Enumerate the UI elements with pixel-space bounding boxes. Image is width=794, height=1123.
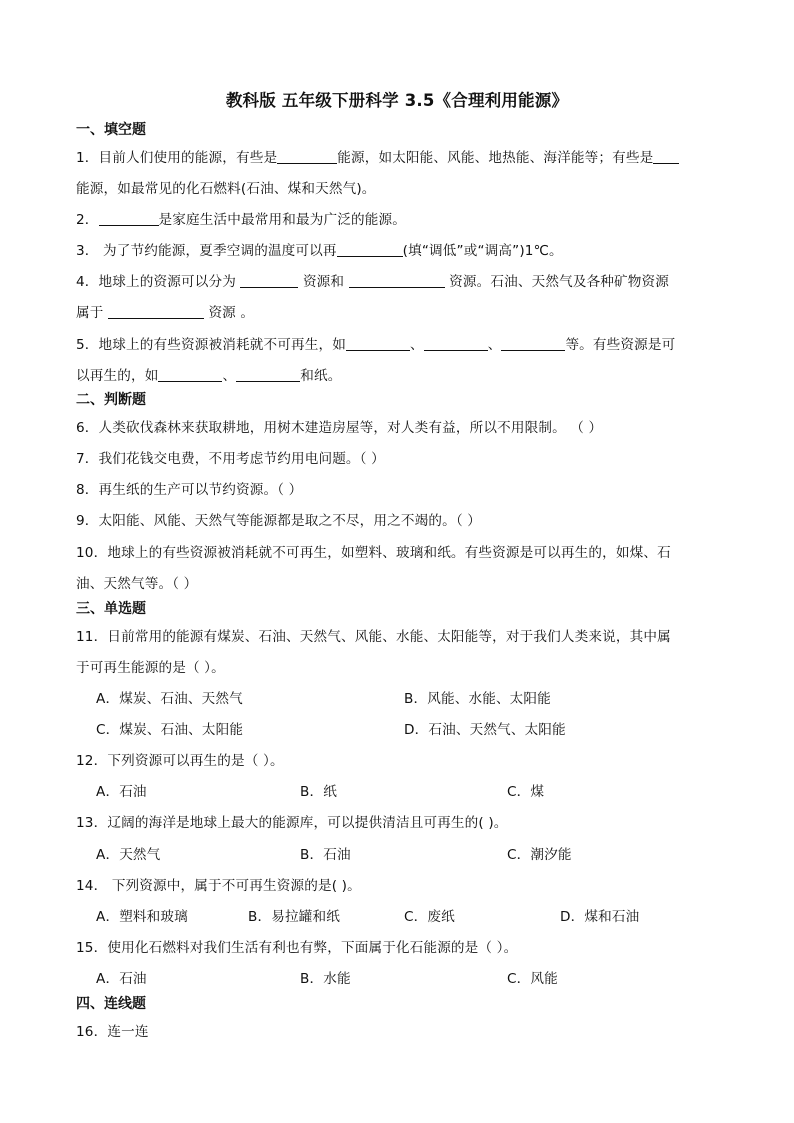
- section-fill-blank-heading: 一、填空题: [76, 122, 146, 138]
- question-14-option-b[interactable]: B．易拉罐和纸: [248, 909, 340, 925]
- question-12-option-a[interactable]: A．石油: [96, 784, 147, 800]
- question-number: 12．: [76, 753, 108, 769]
- question-number: 10．: [76, 545, 108, 561]
- answer-blank[interactable]: [424, 336, 488, 351]
- question-number: 16．: [76, 1024, 108, 1040]
- question-text: 能源，如太阳能、风能、地热能、海洋能等；有些是: [337, 150, 654, 166]
- question-text: (填“调低”或“调高”)1℃。: [402, 243, 563, 259]
- question-number: 14．: [76, 878, 108, 894]
- section-true-false-heading: 二、判断题: [76, 392, 146, 408]
- question-text: 太阳能、风能、天然气等能源都是取之不尽，用之不竭的。（ ）: [98, 513, 482, 529]
- answer-blank[interactable]: [653, 149, 679, 164]
- question-text: 人类砍伐森林来获取耕地，用树木建造房屋等，对人类有益，所以不用限制。 （ ）: [98, 420, 603, 436]
- question-text: 地球上的有些资源被消耗就不可再生，如: [98, 337, 346, 353]
- question-7: [76, 447, 385, 467]
- question-text: 是家庭生活中最常用和最为广泛的能源。: [158, 212, 406, 228]
- question-number: 5．: [76, 337, 99, 353]
- separator: 、: [409, 337, 424, 353]
- answer-blank[interactable]: [99, 211, 159, 226]
- question-15: [76, 936, 517, 956]
- question-14: [76, 874, 361, 894]
- question-text: 我们花钱交电费，不用考虑节约用电问题。（ ）: [98, 451, 385, 467]
- answer-blank[interactable]: [158, 367, 222, 382]
- question-11-line-1: [76, 625, 671, 645]
- question-2: [76, 208, 406, 228]
- question-1-line-1: [76, 146, 679, 166]
- question-text: 资源和: [298, 274, 349, 290]
- question-11-option-a[interactable]: A．煤炭、石油、天然气: [96, 691, 243, 707]
- question-number: 1．: [76, 150, 99, 166]
- question-11-line-2: 于可再生能源的是（ ）。: [76, 660, 225, 676]
- question-12: [76, 749, 284, 769]
- question-4-line-2: [76, 301, 254, 321]
- question-3: [76, 239, 563, 259]
- question-11-option-b[interactable]: B．风能、水能、太阳能: [404, 691, 551, 707]
- question-14-option-a[interactable]: A．塑料和玻璃: [96, 909, 188, 925]
- question-11-option-d[interactable]: D．石油、天然气、太阳能: [404, 722, 566, 738]
- section-single-choice-heading: 三、单选题: [76, 601, 146, 617]
- question-text: 连一连: [107, 1024, 149, 1040]
- question-14-option-c[interactable]: C．废纸: [404, 909, 455, 925]
- question-number: 15．: [76, 940, 108, 956]
- question-15-option-a[interactable]: A．石油: [96, 971, 147, 987]
- question-8: [76, 478, 302, 498]
- question-14-option-d[interactable]: D．煤和石油: [560, 909, 640, 925]
- question-text: 以再生的，如: [76, 368, 159, 384]
- question-number: 3．: [76, 243, 99, 259]
- question-text: 辽阔的海洋是地球上最大的能源库，可以提供清洁且可再生的( )。: [107, 815, 508, 831]
- question-12-option-b[interactable]: B．纸: [300, 784, 337, 800]
- question-number: 9．: [76, 513, 99, 529]
- question-number: 13．: [76, 815, 108, 831]
- question-5-line-2: [76, 364, 341, 384]
- question-16: [76, 1020, 149, 1040]
- question-13: [76, 811, 508, 831]
- question-4-line-1: [76, 270, 669, 290]
- answer-blank[interactable]: [346, 336, 410, 351]
- question-13-option-b[interactable]: B．石油: [300, 847, 351, 863]
- answer-blank[interactable]: [240, 273, 298, 288]
- question-number: 2．: [76, 212, 99, 228]
- question-number: 7．: [76, 451, 99, 467]
- question-15-option-b[interactable]: B．水能: [300, 971, 351, 987]
- separator: 、: [222, 368, 237, 384]
- question-12-option-c[interactable]: C．煤: [507, 784, 545, 800]
- question-text: 为了节约能源，夏季空调的温度可以再: [98, 243, 337, 259]
- answer-blank[interactable]: [236, 367, 300, 382]
- answer-blank[interactable]: [349, 273, 445, 288]
- question-10-line-2: 油、天然气等。（ ）: [76, 576, 198, 592]
- question-number: 6．: [76, 420, 99, 436]
- question-text: 地球上的资源可以分为: [98, 274, 241, 290]
- question-text: 资源 。: [203, 305, 255, 321]
- question-15-option-c[interactable]: C．风能: [507, 971, 558, 987]
- question-text: 使用化石燃料对我们生活有利也有弊，下面属于化石能源的是（ ）。: [107, 940, 518, 956]
- question-text: 和纸。: [300, 368, 342, 384]
- question-number: 4．: [76, 274, 99, 290]
- question-11-option-c[interactable]: C．煤炭、石油、太阳能: [96, 722, 244, 738]
- answer-blank[interactable]: [337, 242, 403, 257]
- question-number: 11．: [76, 629, 108, 645]
- question-6: [76, 416, 602, 436]
- answer-blank[interactable]: [108, 304, 204, 319]
- question-13-option-a[interactable]: A．天然气: [96, 847, 161, 863]
- question-text: 再生纸的生产可以节约资源。（ ）: [98, 482, 303, 498]
- question-10-line-1: [76, 541, 671, 561]
- answer-blank[interactable]: [501, 336, 565, 351]
- page-title: 教科版 五年级下册科学 3.5《合理利用能源》: [225, 91, 569, 110]
- answer-blank[interactable]: [277, 149, 337, 164]
- question-1-line-2: 能源，如最常见的化石燃料(石油、煤和天然气)。: [76, 181, 376, 197]
- question-number: 8．: [76, 482, 99, 498]
- question-text: 目前人们使用的能源，有些是: [98, 150, 278, 166]
- question-13-option-c[interactable]: C．潮汐能: [507, 847, 572, 863]
- section-matching-heading: 四、连线题: [76, 996, 146, 1012]
- question-text: 地球上的有些资源被消耗就不可再生，如塑料、玻璃和纸。有些资源是可以再生的，如煤、石: [107, 545, 671, 561]
- question-9: [76, 509, 481, 529]
- question-text: 日前常用的能源有煤炭、石油、天然气、风能、水能、太阳能等，对于我们人类来说，其中属: [107, 629, 671, 645]
- question-5-line-1: [76, 333, 675, 353]
- question-text: 资源。石油、天然气及各种矿物资源: [444, 274, 670, 290]
- question-text: 下列资源中，属于不可再生资源的是( )。: [107, 878, 361, 894]
- separator: 、: [487, 337, 502, 353]
- question-text: 下列资源可以再生的是（ ）。: [107, 753, 284, 769]
- question-text: 等。有些资源是可: [565, 337, 676, 353]
- question-text: 属于: [76, 305, 108, 321]
